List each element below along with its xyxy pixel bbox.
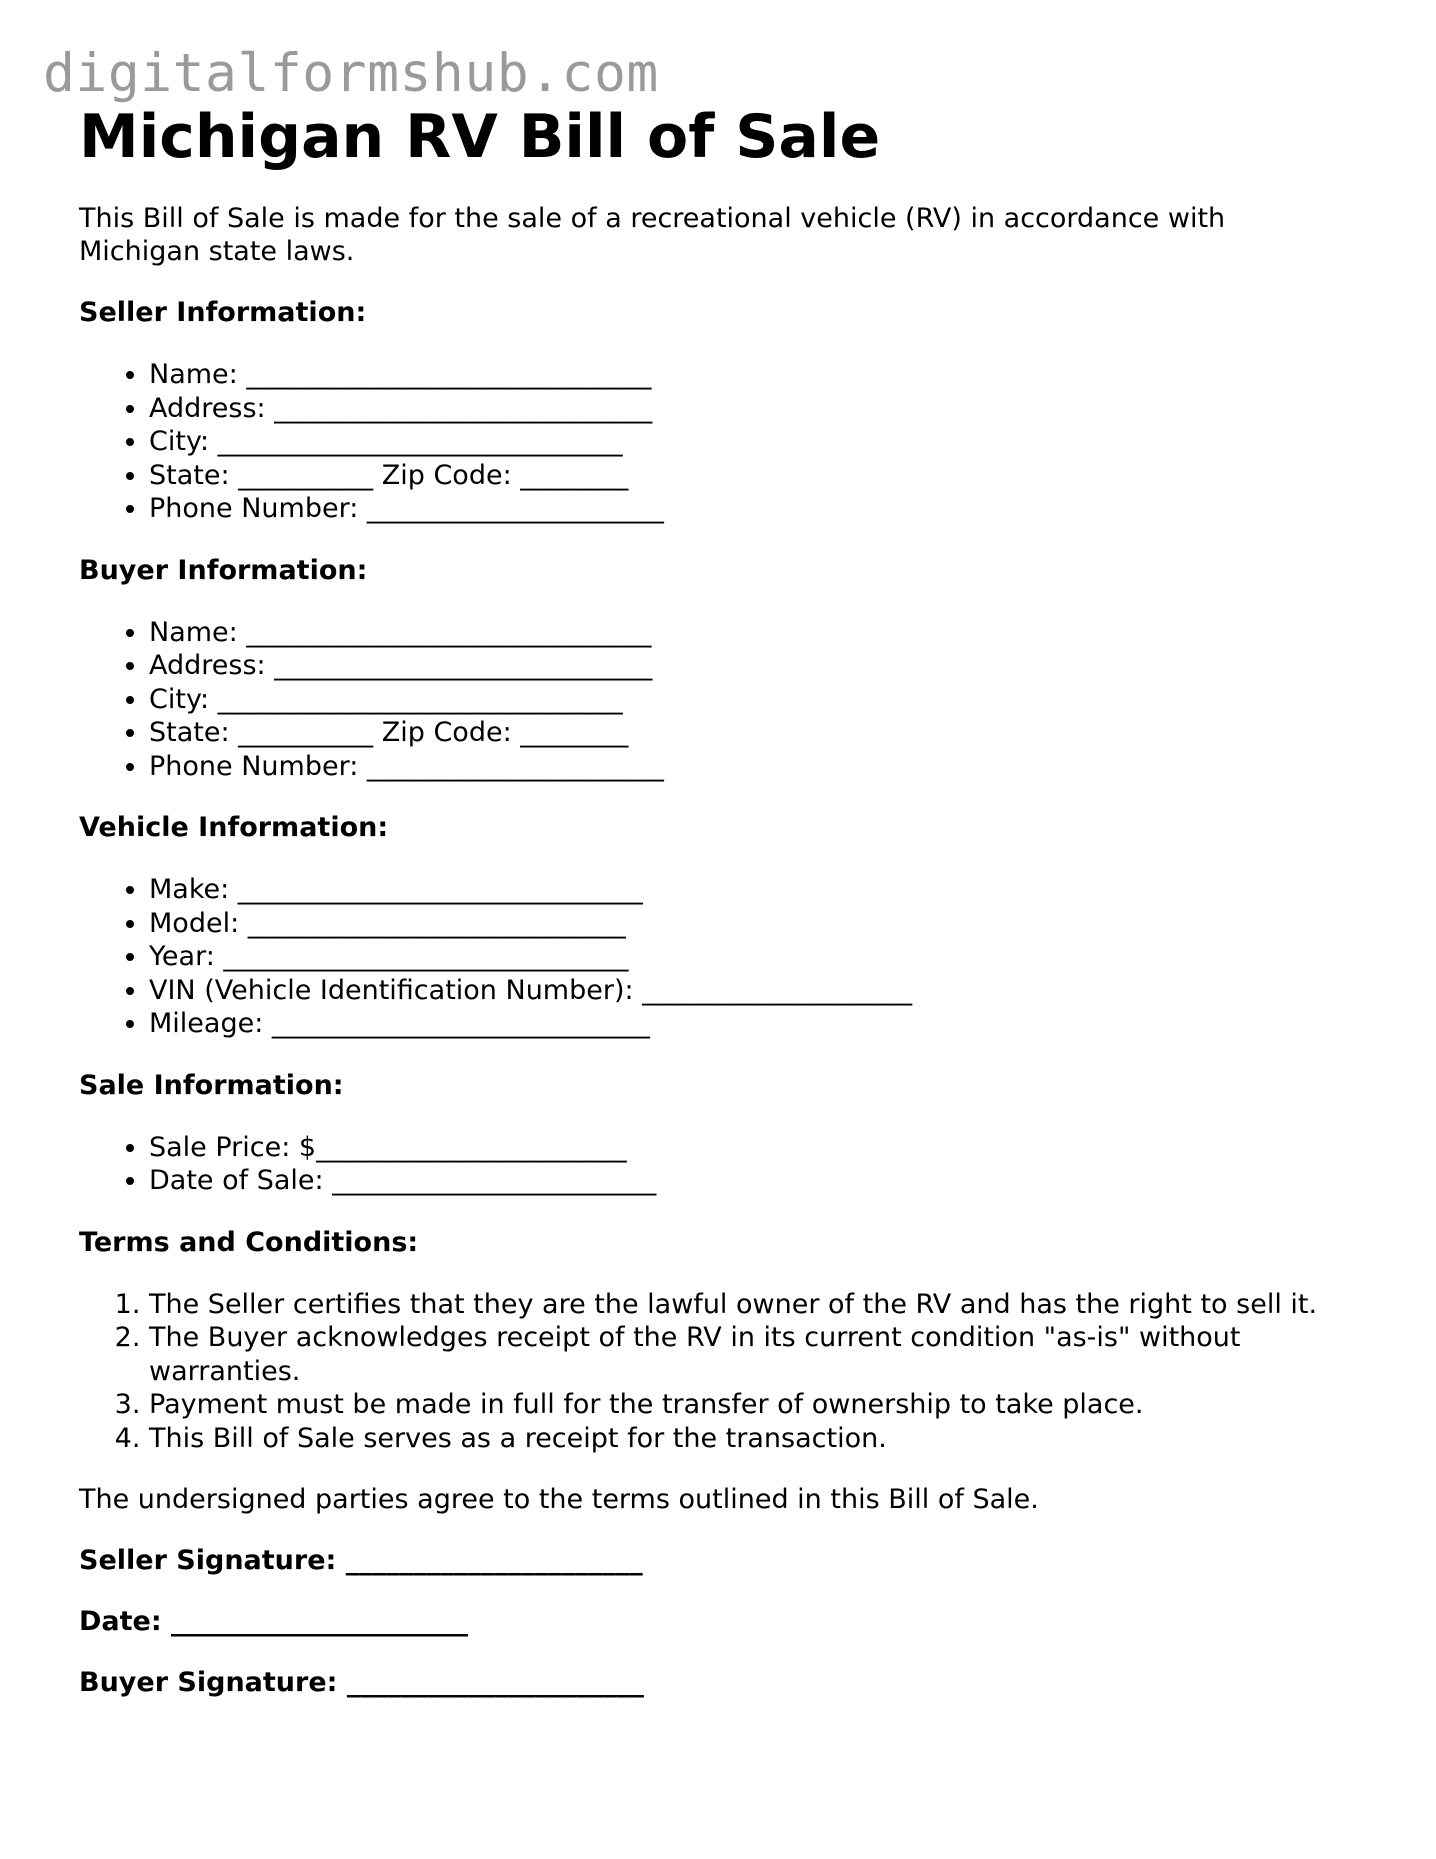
term-item: 4. This Bill of Sale serves as a receipt for the transaction.	[149, 1422, 1369, 1456]
vehicle-mileage-field[interactable]: • Mileage: ____________________________	[149, 1007, 1369, 1041]
watermark: digitalformshub.com	[43, 43, 659, 104]
sale-price-field[interactable]: • Sale Price: $_______________________	[149, 1131, 1369, 1165]
seller-city-field[interactable]: • City: ______________________________	[149, 425, 1369, 459]
seller-state-zip-field[interactable]: • State: __________ Zip Code: ________	[149, 459, 1369, 493]
seller-name-field[interactable]: • Name: ______________________________	[149, 358, 1369, 392]
buyer-fields	[79, 616, 1369, 784]
buyer-heading: Buyer Information:	[79, 554, 368, 586]
vehicle-fields	[79, 873, 1369, 1041]
vehicle-vin-field[interactable]: • VIN (Vehicle Identification Number): ____________________	[149, 974, 1369, 1008]
vehicle-year-field[interactable]: • Year: ______________________________	[149, 940, 1369, 974]
seller-fields	[79, 358, 1369, 526]
term-item: 3. Payment must be made in full for the transfer of ownership to take place.	[149, 1388, 1369, 1422]
closing-statement: The undersigned parties agree to the terms outlined in this Bill of Sale.	[79, 1484, 1039, 1515]
seller-heading: Seller Information:	[79, 297, 367, 328]
seller-address-field[interactable]: • Address: ____________________________	[149, 392, 1369, 426]
intro-paragraph: This Bill of Sale is made for the sale of a recreational vehicle (RV) in accordance with Michigan state laws.	[79, 203, 1226, 267]
term-item: 2. The Buyer acknowledges receipt of the RV in its current condition "as-is" without warranties.	[149, 1321, 1369, 1388]
sale-date-field[interactable]: • Date of Sale: ________________________	[149, 1164, 1369, 1198]
buyer-phone-field[interactable]: • Phone Number: ______________________	[149, 750, 1369, 784]
terms-heading: Terms and Conditions:	[79, 1226, 419, 1258]
terms-list	[79, 1288, 1369, 1456]
sale-heading: Sale Information:	[79, 1069, 344, 1101]
signature-date-field[interactable]: Date: ______________________	[79, 1606, 469, 1637]
seller-signature-field[interactable]: Seller Signature: ______________________	[79, 1545, 643, 1576]
vehicle-make-field[interactable]: • Make: ______________________________	[149, 873, 1369, 907]
vehicle-model-field[interactable]: • Model: ____________________________	[149, 907, 1369, 941]
term-item: 1. The Seller certifies that they are the lawful owner of the RV and has the right to sell it.	[149, 1288, 1369, 1322]
buyer-state-zip-field[interactable]: • State: __________ Zip Code: ________	[149, 716, 1369, 750]
sale-fields	[79, 1131, 1369, 1198]
vehicle-heading: Vehicle Information:	[79, 812, 389, 843]
page-title: Michigan RV Bill of Sale	[79, 102, 881, 172]
document-body	[79, 102, 1369, 1699]
buyer-signature-field[interactable]: Buyer Signature: ______________________	[79, 1667, 644, 1698]
buyer-name-field[interactable]: • Name: ______________________________	[149, 616, 1369, 650]
buyer-address-field[interactable]: • Address: ____________________________	[149, 649, 1369, 683]
buyer-city-field[interactable]: • City: ______________________________	[149, 683, 1369, 717]
seller-phone-field[interactable]: • Phone Number: ______________________	[149, 492, 1369, 526]
